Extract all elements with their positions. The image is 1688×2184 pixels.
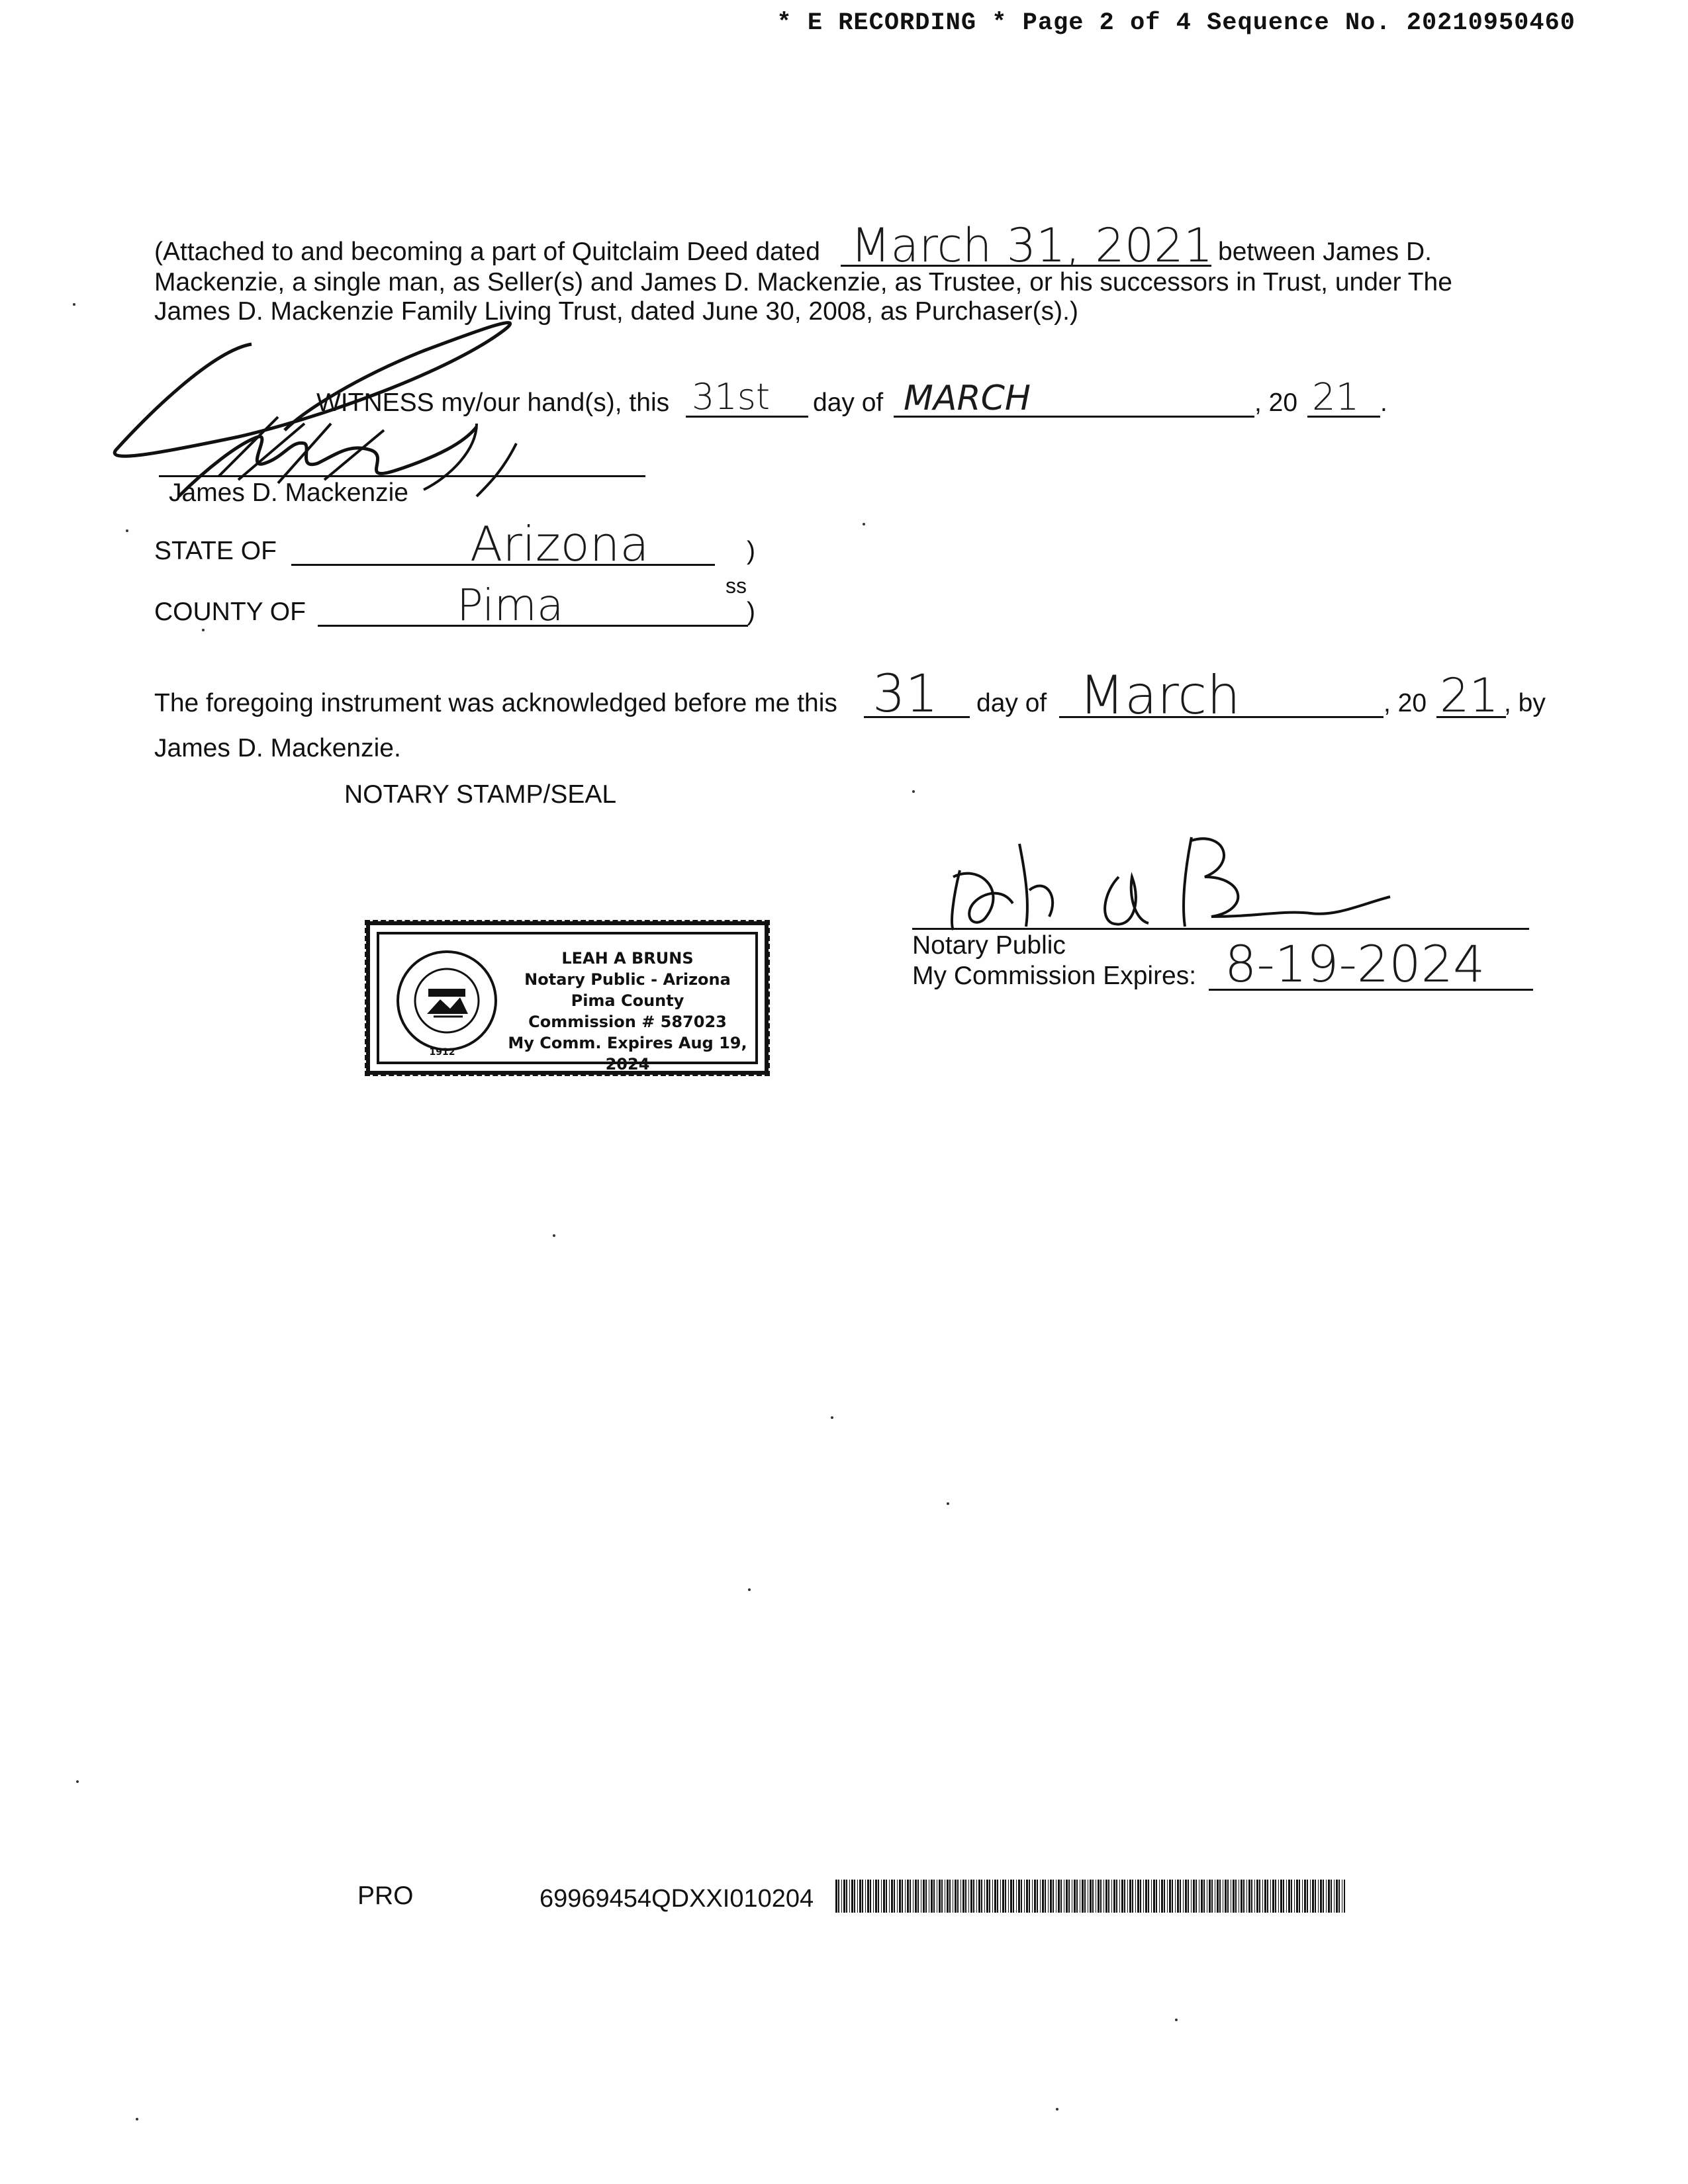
barcode-bar [1251, 1880, 1252, 1913]
barcode-bar [1098, 1880, 1100, 1913]
barcode-bar [1143, 1880, 1144, 1913]
barcode-bar [1113, 1880, 1115, 1913]
barcode-bar [968, 1880, 969, 1913]
barcode-bar [1037, 1880, 1038, 1913]
barcode-bar [1203, 1880, 1205, 1913]
barcode-bar [1145, 1880, 1147, 1913]
barcode-bar [1040, 1880, 1041, 1913]
barcode-bar [1076, 1880, 1078, 1913]
commission-expires-handwritten: 8-19-2024 [1225, 934, 1485, 993]
barcode-bar [843, 1880, 845, 1913]
barcode-bar [1264, 1880, 1266, 1913]
scan-speck [863, 523, 865, 525]
barcode-bar [1148, 1880, 1149, 1913]
deed-date-handwritten: March 31, 2021 [851, 218, 1213, 273]
ss-label: ss [726, 574, 747, 598]
barcode-bar [835, 1880, 837, 1913]
barcode-bar [1302, 1880, 1303, 1913]
barcode-bar [1326, 1880, 1327, 1913]
state-paren: ) [747, 537, 755, 565]
barcode-bar [1074, 1880, 1076, 1913]
barcode-bar [1024, 1880, 1025, 1913]
barcode-bar [1336, 1880, 1338, 1913]
ack-month-handwritten: March [1079, 664, 1241, 726]
barcode-bar [886, 1880, 887, 1913]
witness-day-handwritten: 31st [692, 376, 771, 418]
barcode-bar [1275, 1880, 1276, 1913]
barcode-bar [1217, 1880, 1219, 1913]
barcode-bar [1227, 1880, 1229, 1913]
notary-title: Notary Public [912, 931, 1066, 960]
barcode-bar [910, 1880, 911, 1913]
scan-speck [76, 1780, 79, 1783]
barcode-bar [1288, 1880, 1290, 1913]
barcode-bar [1082, 1880, 1084, 1913]
commission-label: My Commission Expires: [912, 962, 1197, 990]
barcode-bar [1256, 1880, 1258, 1913]
barcode-bar [1050, 1880, 1052, 1913]
attachment-line-3: James D. Mackenzie Family Living Trust, dated June 30, 2008, as Purchaser(s).) [154, 297, 1078, 326]
barcode-bar [1233, 1880, 1235, 1913]
barcode-bar [1172, 1880, 1173, 1913]
barcode-bar [870, 1880, 871, 1913]
barcode-bar [1235, 1880, 1237, 1913]
barcode-bar [1191, 1880, 1192, 1913]
barcode-bar [1262, 1880, 1263, 1913]
barcode-bar [915, 1880, 917, 1913]
barcode-bar [1029, 1880, 1030, 1913]
barcode-bar [897, 1880, 898, 1913]
barcode-bar [857, 1880, 858, 1913]
barcode-bar [1211, 1880, 1213, 1913]
attachment-text-after: between James D. [1218, 238, 1432, 266]
barcode-bar [1338, 1880, 1340, 1913]
barcode-bar [1005, 1880, 1006, 1913]
state-label: STATE OF [154, 537, 277, 565]
barcode-bar [1119, 1880, 1120, 1913]
county-label: COUNTY OF [154, 598, 306, 626]
barcode-bar [1116, 1880, 1117, 1913]
stamp-notary-name: LEAH A BRUNS [561, 949, 694, 968]
barcode-bar [1243, 1880, 1244, 1913]
barcode-bar [1291, 1880, 1292, 1913]
barcode-bar [1100, 1880, 1102, 1913]
state-seal-icon [394, 948, 500, 1054]
barcode-bar [931, 1880, 933, 1913]
barcode-bar [973, 1880, 974, 1913]
barcode-bar [986, 1880, 988, 1913]
barcode-bar [965, 1880, 966, 1913]
barcode-bar [1241, 1880, 1243, 1913]
barcode-bar [889, 1880, 890, 1913]
scan-speck [1175, 2019, 1178, 2021]
attachment-line-2: Mackenzie, a single man, as Seller(s) and James D. Mackenzie, as Trustee, or his successors in Trust, under The [154, 268, 1452, 296]
barcode-bar [1002, 1880, 1004, 1913]
recording-header: * E RECORDING * Page 2 of 4 Sequence No. 20210950460 [776, 9, 1575, 37]
barcode-bar [962, 1880, 964, 1913]
barcode-bar [1169, 1880, 1171, 1913]
barcode-bar [1225, 1880, 1227, 1913]
barcode-bar [1092, 1880, 1094, 1913]
barcode-bar [1272, 1880, 1274, 1913]
barcode-bar [1315, 1880, 1316, 1913]
barcode-bar [978, 1880, 980, 1913]
barcode-bar [913, 1880, 914, 1913]
barcode-bar [1042, 1880, 1044, 1913]
scan-speck [947, 1502, 949, 1505]
barcode-bar [873, 1880, 874, 1913]
barcode-bar [1209, 1880, 1211, 1913]
ack-year-handwritten: 21 [1440, 668, 1499, 723]
county-paren: ) [747, 598, 755, 626]
footer-pro: PRO [357, 1882, 414, 1910]
barcode-bar [1323, 1880, 1324, 1913]
barcode-bar [1000, 1880, 1001, 1913]
notary-stamp-border [377, 932, 758, 1073]
barcode-bar [1124, 1880, 1125, 1913]
barcode-bar [1068, 1880, 1070, 1913]
footer-code: 69969454QDXXI010204 [539, 1885, 814, 1913]
barcode-bar [867, 1880, 869, 1913]
barcode-bar [923, 1880, 925, 1913]
barcode-bar [970, 1880, 972, 1913]
barcode-bar [1310, 1880, 1311, 1913]
barcode-bar [1201, 1880, 1203, 1913]
barcode-bar [1032, 1880, 1033, 1913]
barcode-bar [1018, 1880, 1020, 1913]
barcode-bar [851, 1880, 853, 1913]
barcode-bar [1294, 1880, 1295, 1913]
barcode-bar [1026, 1880, 1028, 1913]
notary-signature-line [912, 928, 1529, 930]
ack-day-of: day of [976, 689, 1047, 717]
barcode-bar [1331, 1880, 1332, 1913]
barcode-bar [905, 1880, 906, 1913]
witness-period: . [1380, 388, 1387, 417]
barcode-bar [1312, 1880, 1314, 1913]
barcode-bar [865, 1880, 866, 1913]
scan-speck [831, 1416, 833, 1419]
barcode-bar [949, 1880, 951, 1913]
stamp-notary-title: Notary Public - Arizona [524, 970, 731, 989]
barcode-bar [1105, 1880, 1107, 1913]
barcode-bar [1129, 1880, 1131, 1913]
barcode-bar [1013, 1880, 1014, 1913]
scan-speck [136, 2118, 138, 2120]
barcode-bar [1121, 1880, 1123, 1913]
ack-by: , by [1504, 689, 1546, 717]
barcode-bar [1111, 1880, 1112, 1913]
barcode-bar [1177, 1880, 1179, 1913]
witness-day-of: day of [813, 388, 884, 417]
notary-signature [914, 804, 1423, 936]
barcode-icon [835, 1880, 1345, 1913]
barcode-bar [1135, 1880, 1136, 1913]
notary-stamp [366, 921, 769, 1075]
barcode-bar [994, 1880, 996, 1913]
barcode-bar [1270, 1880, 1271, 1913]
attachment-line-1 [154, 237, 820, 267]
barcode-bar [1175, 1880, 1176, 1913]
barcode-bar [1296, 1880, 1298, 1913]
barcode-bar [1196, 1880, 1197, 1913]
barcode-bar [859, 1880, 861, 1913]
barcode-bar [1286, 1880, 1287, 1913]
barcode-bar [1246, 1880, 1247, 1913]
ack-text: The foregoing instrument was acknowledged before me this [154, 689, 837, 717]
barcode-bar [925, 1880, 927, 1913]
barcode-bar [1103, 1880, 1104, 1913]
barcode-bar [917, 1880, 919, 1913]
barcode-bar [957, 1880, 959, 1913]
scan-speck [912, 790, 915, 793]
barcode-bar [1053, 1880, 1054, 1913]
barcode-bar [1193, 1880, 1195, 1913]
barcode-bar [1167, 1880, 1168, 1913]
barcode-bar [1034, 1880, 1036, 1913]
barcode-bar [894, 1880, 895, 1913]
barcode-bar [1151, 1880, 1152, 1913]
barcode-bar [1259, 1880, 1260, 1913]
barcode-bar [1108, 1880, 1109, 1913]
ack-year-prefix: , 20 [1383, 689, 1427, 717]
barcode-bar [881, 1880, 882, 1913]
barcode-bar [955, 1880, 957, 1913]
barcode-bar [849, 1880, 850, 1913]
barcode-bar [1219, 1880, 1221, 1913]
seller-name: James D. Mackenzie [169, 478, 408, 507]
barcode-bar [1344, 1880, 1345, 1913]
barcode-bar [1153, 1880, 1155, 1913]
stamp-text-block [498, 948, 757, 1075]
barcode-bar [1048, 1880, 1049, 1913]
barcode-bar [862, 1880, 863, 1913]
barcode-bar [992, 1880, 993, 1913]
barcode-bar [1090, 1880, 1092, 1913]
barcode-bar [1008, 1880, 1009, 1913]
barcode-bar [989, 1880, 990, 1913]
state-handwritten: Arizona [470, 516, 649, 572]
seal-year: 1912 [429, 1047, 455, 1058]
barcode-bar [1304, 1880, 1306, 1913]
county-handwritten: Pima [457, 580, 564, 631]
barcode-bar [1254, 1880, 1255, 1913]
stamp-expires: My Comm. Expires Aug 19, 2024 [508, 1034, 747, 1073]
barcode-bar [1248, 1880, 1250, 1913]
barcode-bar [1188, 1880, 1189, 1913]
scan-speck [1056, 2108, 1058, 2111]
barcode-bar [899, 1880, 901, 1913]
barcode-bar [1283, 1880, 1284, 1913]
barcode-bar [902, 1880, 903, 1913]
barcode-bar [1132, 1880, 1133, 1913]
scan-speck [553, 1234, 555, 1237]
barcode-bar [941, 1880, 943, 1913]
witness-year-prefix: , 20 [1254, 388, 1298, 417]
seller-signature-line [159, 475, 645, 477]
barcode-bar [1328, 1880, 1330, 1913]
barcode-bar [1185, 1880, 1187, 1913]
barcode-bar [1010, 1880, 1012, 1913]
barcode-bar [1318, 1880, 1319, 1913]
barcode-bar [981, 1880, 982, 1913]
barcode-bar [1334, 1880, 1335, 1913]
barcode-bar [976, 1880, 977, 1913]
barcode-bar [1084, 1880, 1086, 1913]
barcode-bar [1021, 1880, 1022, 1913]
scan-speck [202, 629, 205, 631]
scan-speck [748, 1588, 751, 1591]
barcode-bar [1307, 1880, 1308, 1913]
barcode-bar [1180, 1880, 1181, 1913]
barcode-bar [1060, 1880, 1062, 1913]
barcode-bar [875, 1880, 877, 1913]
barcode-bar [1137, 1880, 1139, 1913]
barcode-bar [883, 1880, 885, 1913]
barcode-bar [1045, 1880, 1046, 1913]
scan-speck [73, 303, 75, 306]
barcode-bar [1058, 1880, 1060, 1913]
witness-month-handwritten: MARCH [904, 379, 1031, 418]
barcode-bar [939, 1880, 941, 1913]
barcode-bar [1267, 1880, 1268, 1913]
barcode-bar [1164, 1880, 1165, 1913]
stamp-county: Pima County [571, 991, 684, 1010]
barcode-bar [1127, 1880, 1128, 1913]
barcode-bar [947, 1880, 949, 1913]
barcode-bar [1299, 1880, 1300, 1913]
barcode-bar [891, 1880, 893, 1913]
notary-stamp-label: NOTARY STAMP/SEAL [344, 780, 617, 809]
barcode-bar [984, 1880, 985, 1913]
barcode-bar [838, 1880, 839, 1913]
barcode-bar [846, 1880, 847, 1913]
barcode-bar [1016, 1880, 1017, 1913]
witness-year-handwritten: 21 [1312, 376, 1360, 419]
witness-text: WITNESS my/our hand(s), this [316, 388, 670, 417]
barcode-bar [1320, 1880, 1322, 1913]
barcode-bar [841, 1880, 842, 1913]
barcode-bar [907, 1880, 909, 1913]
ack-name: James D. Mackenzie. [154, 734, 401, 762]
stamp-commission: Commission # 587023 [528, 1013, 727, 1031]
attachment-text-before: (Attached to and becoming a part of Quitclaim Deed dated [154, 238, 820, 266]
barcode-bar [997, 1880, 998, 1913]
barcode-bar [854, 1880, 855, 1913]
barcode-bar [878, 1880, 879, 1913]
scan-speck [126, 529, 128, 532]
barcode-bar [1140, 1880, 1141, 1913]
barcode-bar [1280, 1880, 1282, 1913]
barcode-bar [1159, 1880, 1160, 1913]
barcode-bar [1161, 1880, 1163, 1913]
barcode-bar [1066, 1880, 1068, 1913]
ack-day-handwritten: 31 [872, 664, 939, 724]
barcode-bar [1278, 1880, 1279, 1913]
barcode-bar [933, 1880, 935, 1913]
barcode-bar [1156, 1880, 1157, 1913]
barcode-bar [1183, 1880, 1184, 1913]
